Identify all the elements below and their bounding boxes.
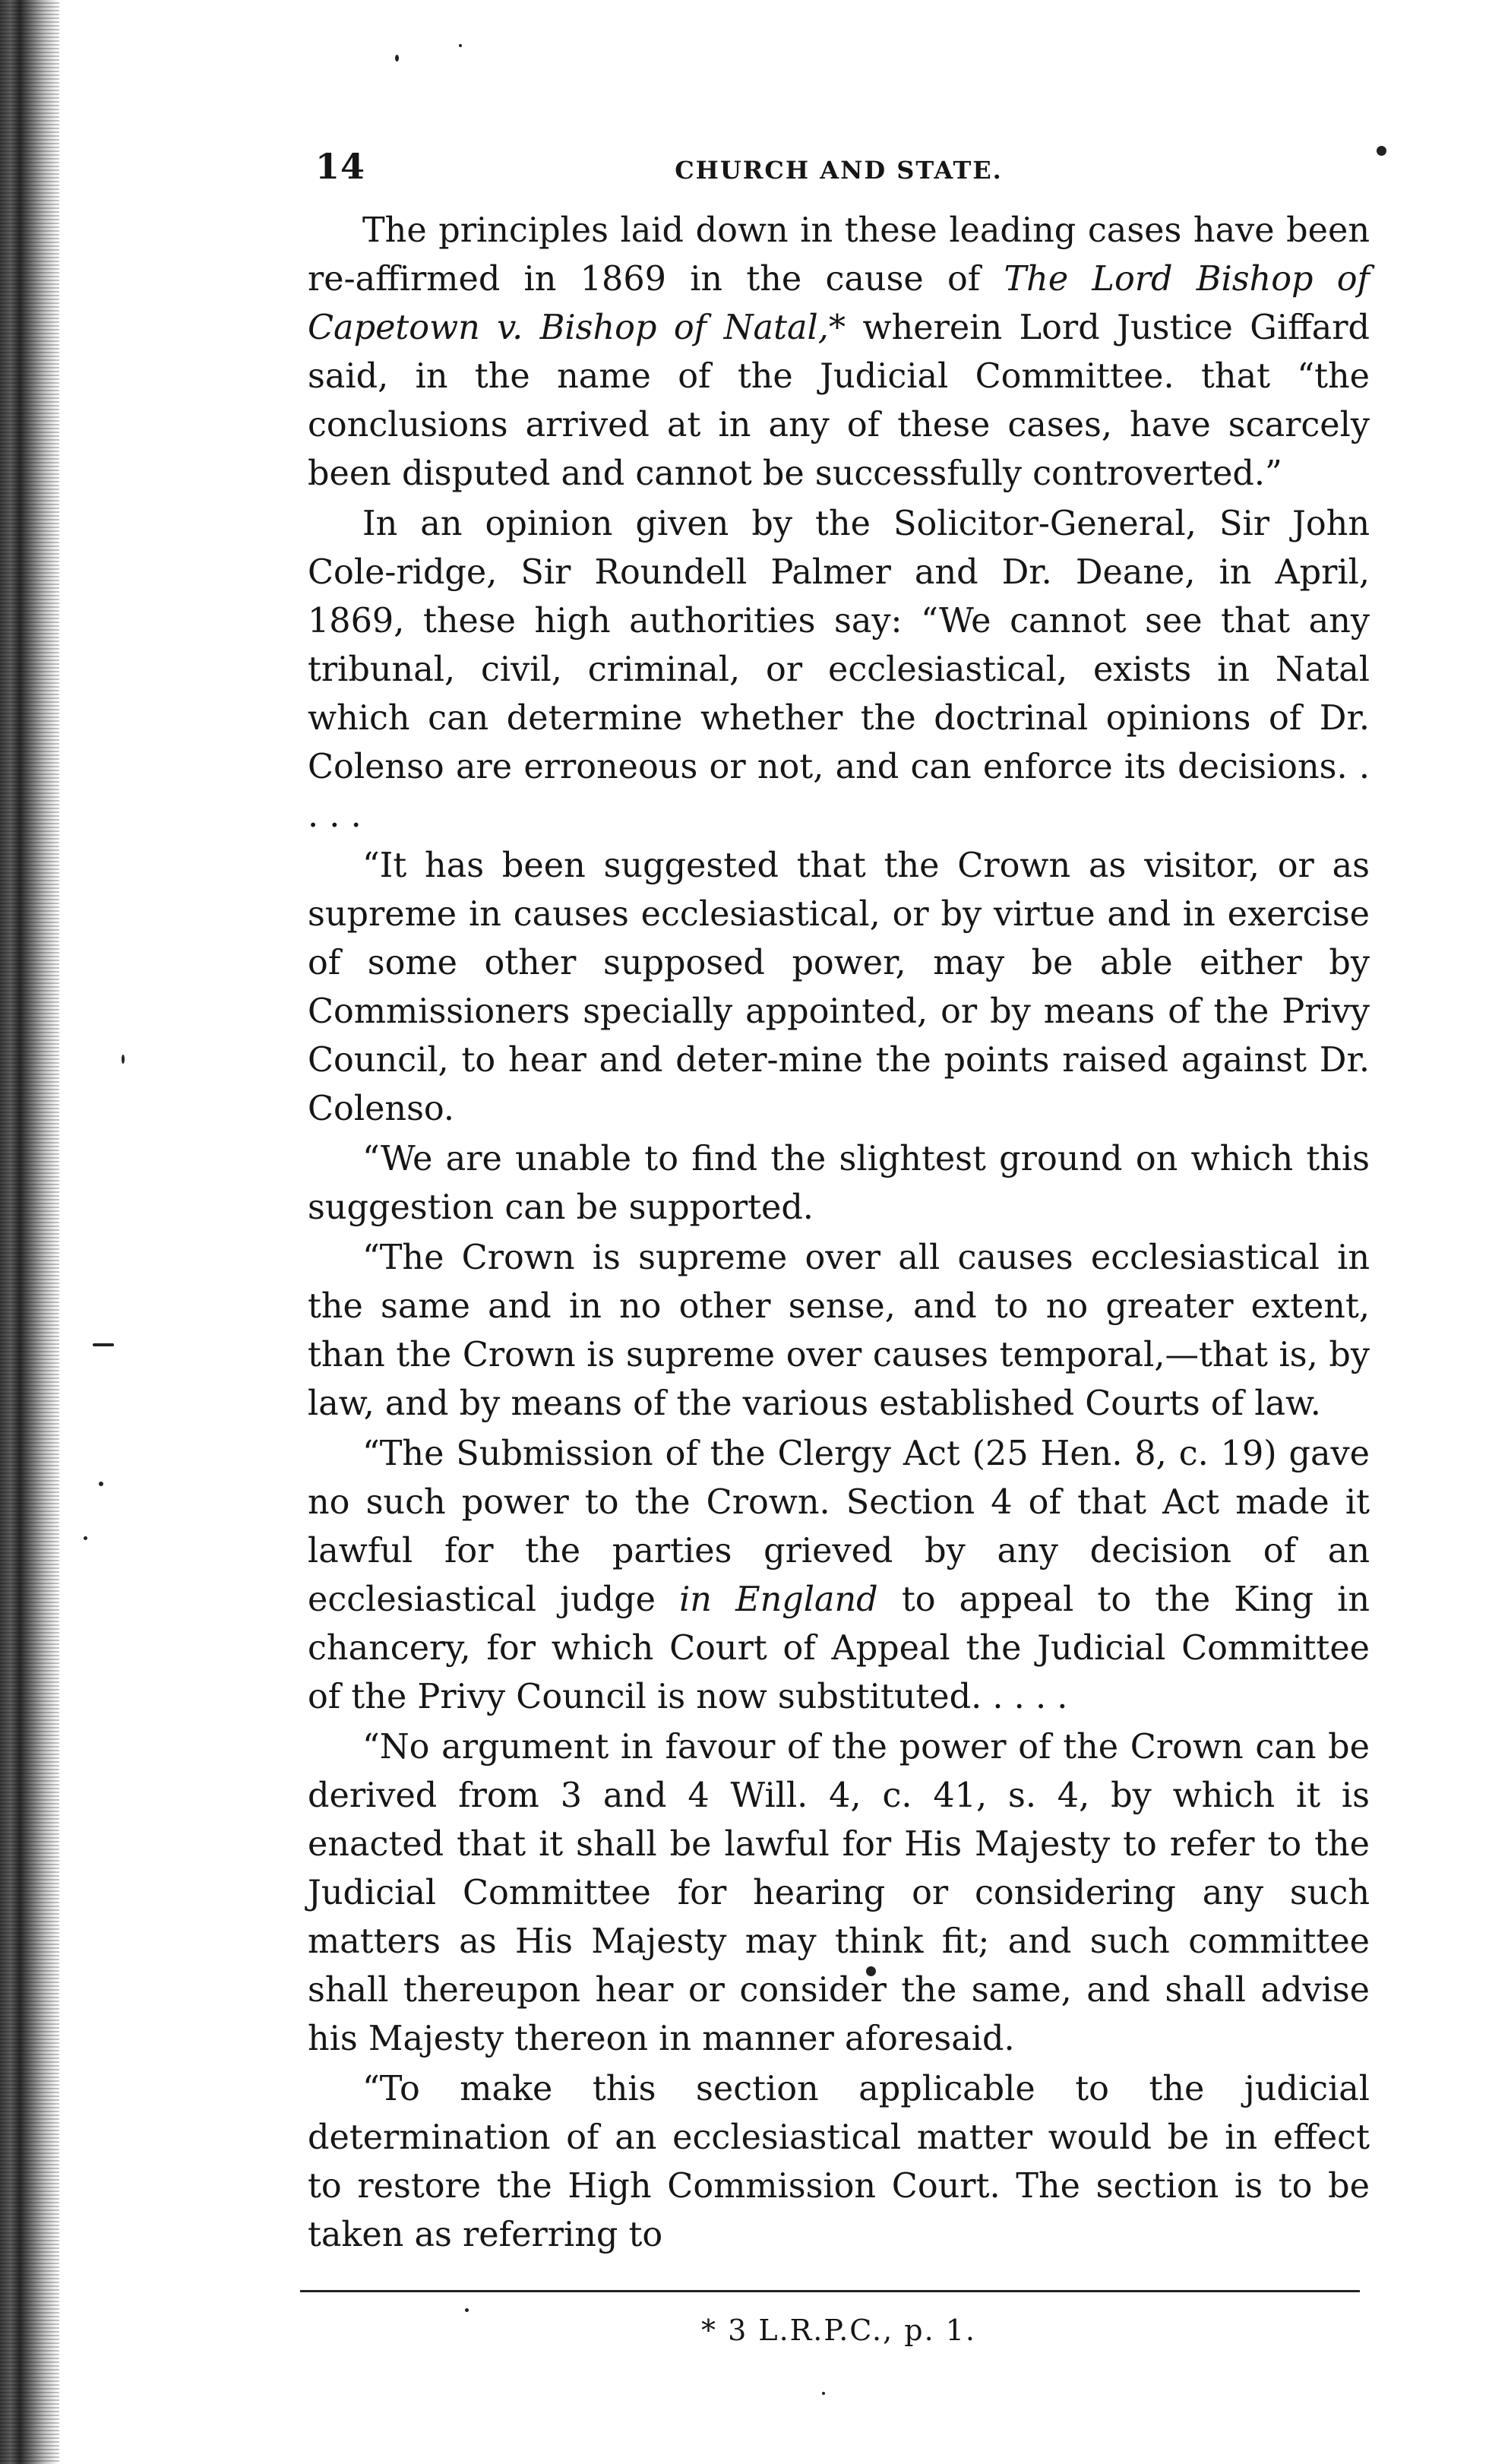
binding-gutter <box>0 0 59 2464</box>
text-run: to appeal to the King in chancery, for which Court of Appeal the Judicial Committee of the Privy Council is now substituted. . . . . <box>308 1580 1370 1716</box>
paragraph <box>308 1135 1370 1232</box>
body-text <box>308 207 1370 2260</box>
text-run: The principles laid down in these leading cases have been re-affirmed in 1869 in the cause of <box>308 211 1370 299</box>
ink-speck <box>459 44 462 47</box>
ink-speck <box>395 55 399 62</box>
paragraph <box>308 842 1370 1134</box>
text-run: “No argument in favour of the power of the Crown can be derived from 3 and 4 Will. 4, c. 41, s. 4, by which it is enacted that it shall be lawful for His Majesty to refer to the Judicial Committee for hearing or considering any such matters as His Majesty may think fit; and such committee shall thereupon hear or consider the same, and shall advise his Majesty thereon in manner aforesaid. <box>308 1728 1370 2058</box>
ink-speck <box>99 1482 103 1486</box>
paragraph <box>308 1234 1370 1428</box>
text-run: “The Submission of the Clergy Act (25 Hen. 8, c. 19) gave no such power to the Crown. Section 4 of that Act made it lawful for the parties grieved by any decision of an ecclesiastical judge <box>308 1434 1370 1619</box>
footnote: * 3 L.R.P.C., p. 1. <box>701 2314 976 2347</box>
ink-speck <box>93 1343 114 1346</box>
italic-text: The Lord Bishop of Capetown v. Bishop of Natal, <box>308 260 1370 347</box>
text-run: In an opinion given by the Solicitor-General, Sir John Cole-ridge, Sir Roundell Palmer and Dr. Deane, in April, 1869, these high authorities say: “We cannot see that any tribunal, civil, criminal, or ecclesiastical, exists in Natal which can determine whether the doctrinal opinions of Dr. Colenso are erroneous or not, and can enforce its decisions. . . . . <box>308 505 1370 835</box>
text-run: “It has been suggested that the Crown as visitor, or as supreme in causes ecclesiastical, or by virtue and in exercise of some other supposed power, may be able either by Commissioners specially appointed, or by means of the Privy Council, to hear and deter-mine the points raised against Dr. Colenso. <box>308 846 1370 1128</box>
text-run: “We are unable to find the slightest ground on which this suggestion can be supported. <box>308 1140 1370 1227</box>
ink-speck <box>84 1536 87 1540</box>
paragraph <box>308 500 1370 840</box>
running-title: CHURCH AND STATE. <box>675 156 1003 185</box>
book-page <box>308 137 1370 2347</box>
page-number: 14 <box>315 146 366 187</box>
ink-speck <box>822 2392 825 2395</box>
italic-text: in England <box>679 1580 878 1619</box>
text-run: “To make this section applicable to the judicial determination of an ecclesiastical matter would be in effect to restore the High Commission Court. The section is to be taken as referring to <box>308 2070 1370 2254</box>
paragraph <box>308 207 1370 498</box>
footnote-rule <box>300 2290 1360 2292</box>
paragraph <box>308 2065 1370 2260</box>
page-header <box>308 137 1370 198</box>
paragraph <box>308 1723 1370 2064</box>
paragraph <box>308 1430 1370 1722</box>
text-run: “The Crown is supreme over all causes ecclesiastical in the same and in no other sense, and to no greater extent, than the Crown is supreme over causes temporal,—that is, by law, and by means of the various established Courts of law. <box>308 1238 1370 1423</box>
ink-speck <box>122 1055 125 1064</box>
text-run: * wherein Lord Justice Giffard said, in the name of the Judicial Committee. that “the conclusions arrived at in any of these cases, have scarcely been disputed and cannot be successfully controverted.” <box>308 308 1370 493</box>
ink-speck <box>1377 146 1386 156</box>
